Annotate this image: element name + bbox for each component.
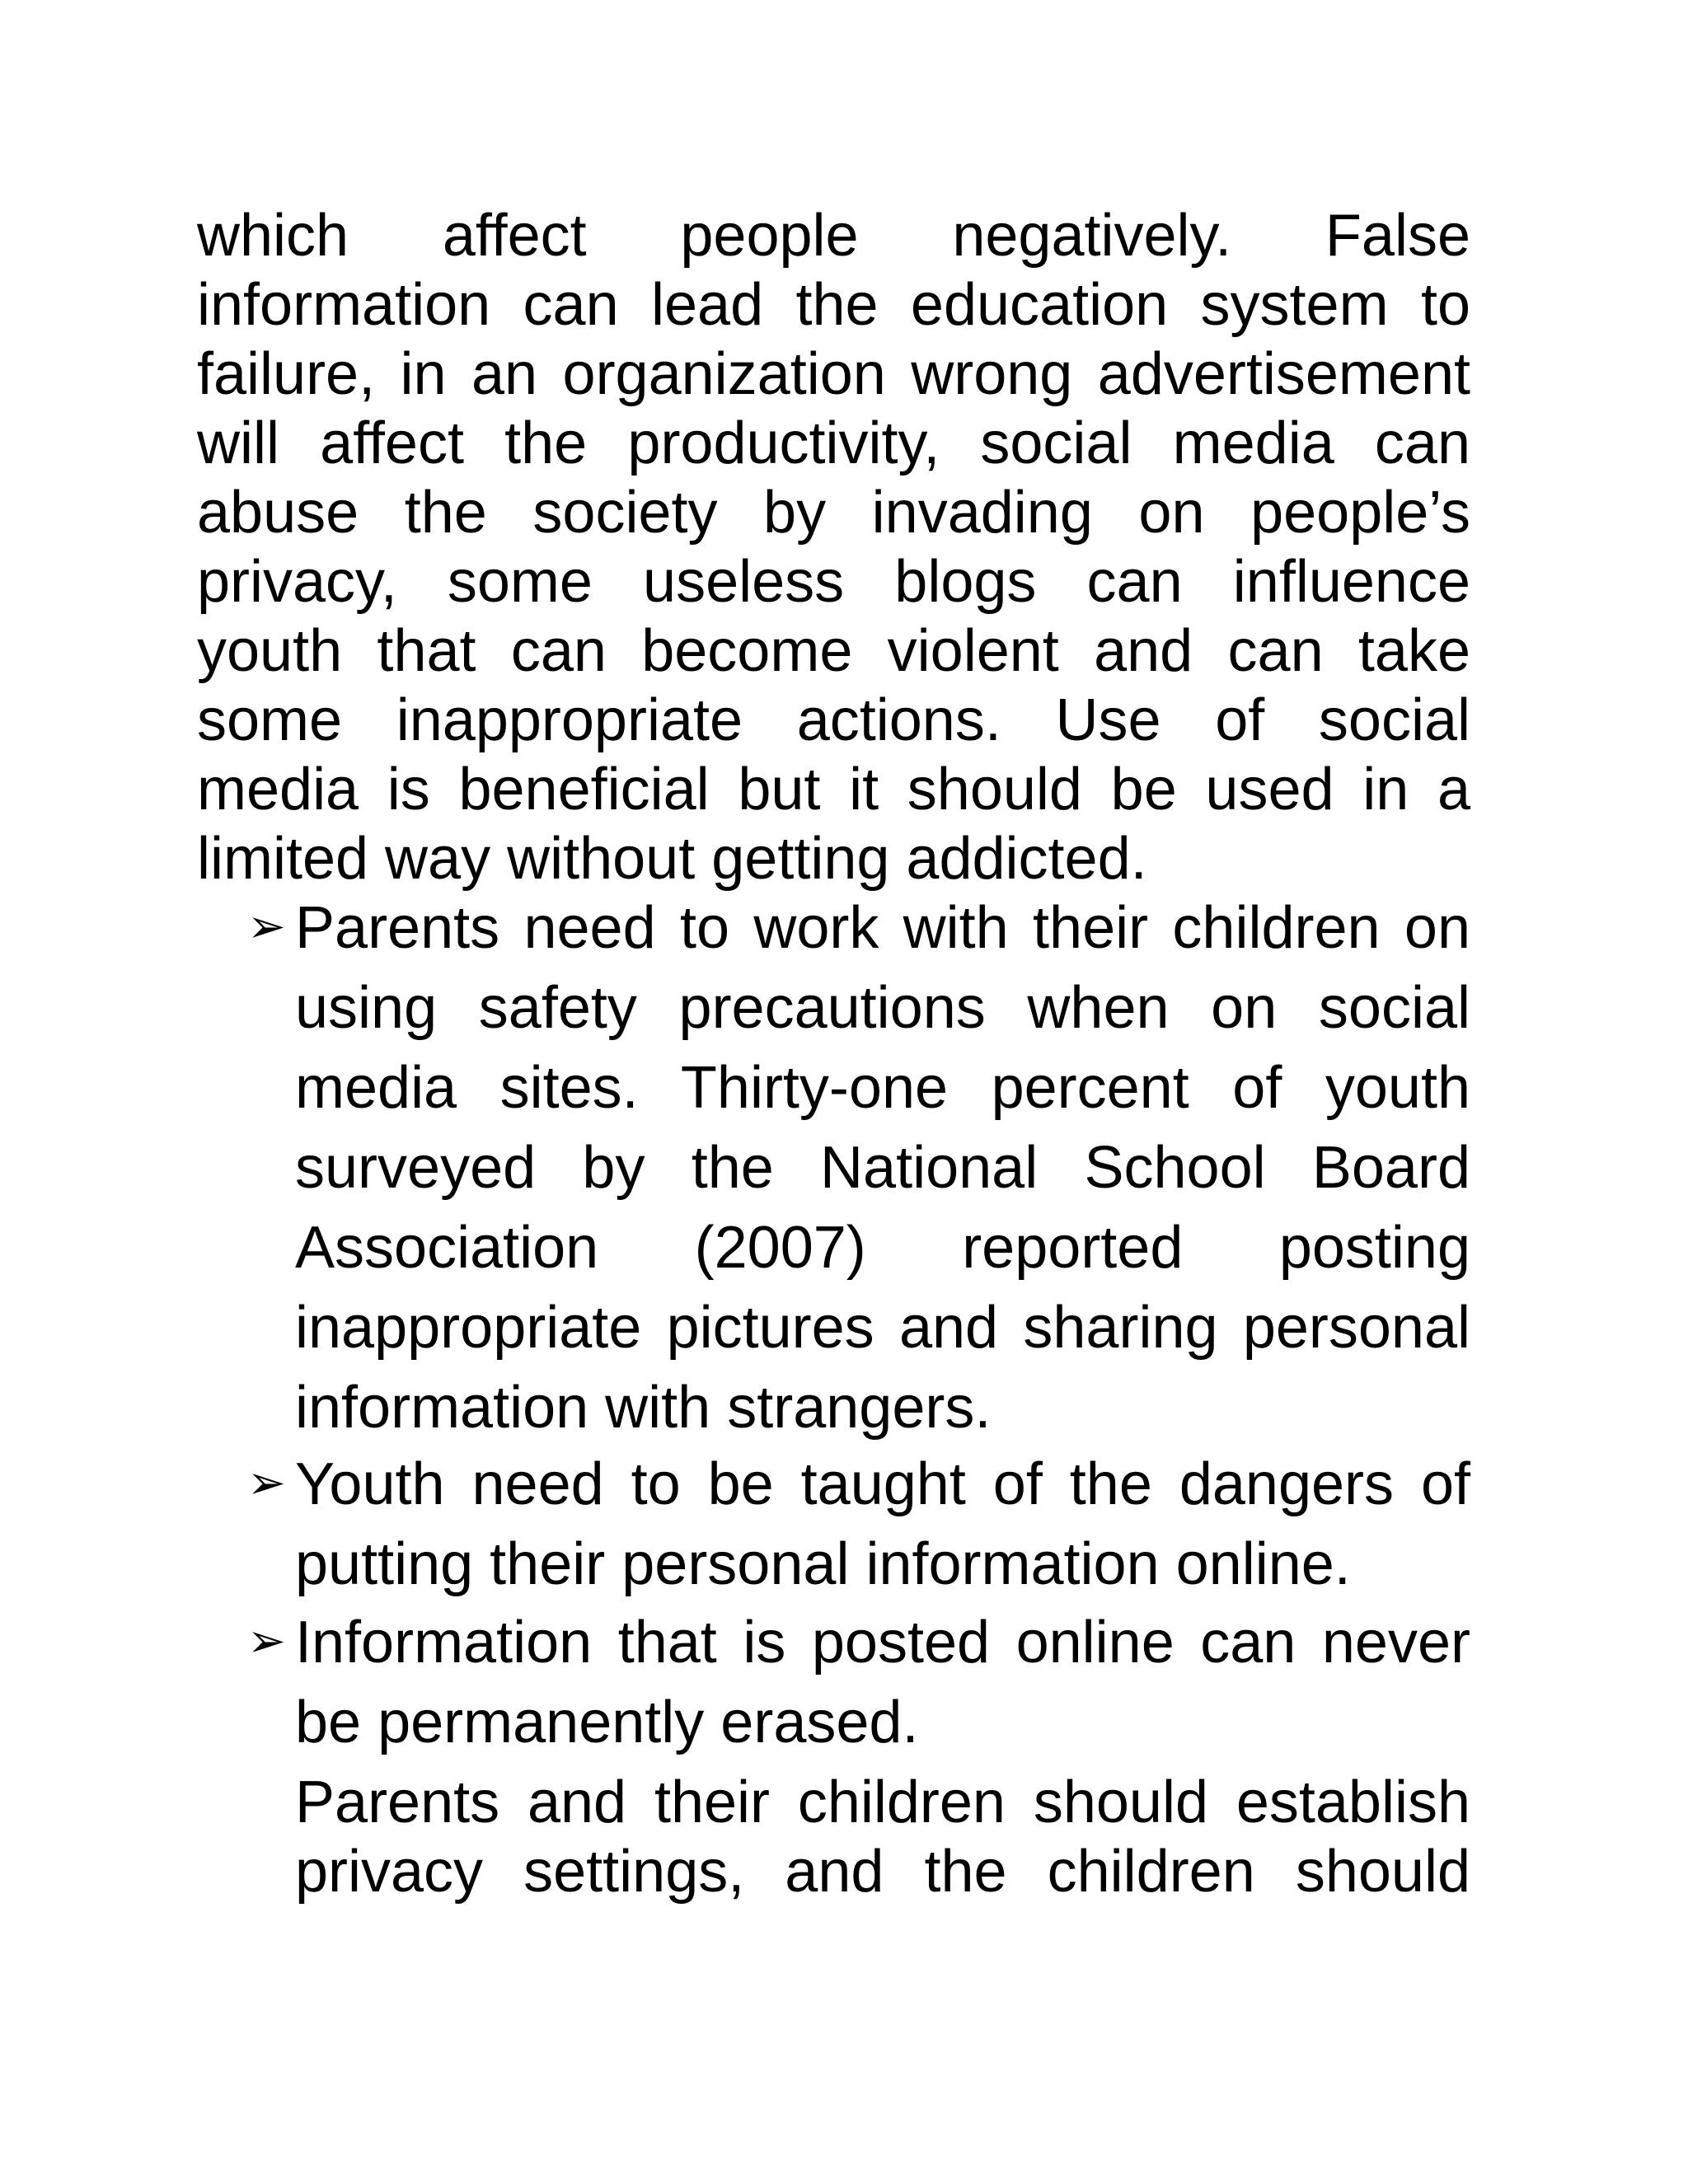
text-line: information can lead the education system to xyxy=(197,272,1470,338)
arrow-bullet-icon: ➢ xyxy=(247,1615,286,1666)
text-line: privacy settings, and the children should xyxy=(295,1839,1470,1905)
text-line: media is beneficial but it should be used in a xyxy=(197,757,1470,823)
text-line: limited way without getting addicted. xyxy=(197,826,1147,892)
text-line: Association (2007) reported posting xyxy=(295,1215,1470,1281)
arrow-bullet-icon: ➢ xyxy=(247,1456,286,1508)
text-line: inappropriate pictures and sharing personal xyxy=(295,1295,1470,1361)
text-line: Information that is posted online can never xyxy=(295,1610,1470,1675)
text-line: which affect people negatively. False xyxy=(197,203,1470,269)
arrow-bullet-icon: ➢ xyxy=(247,900,286,952)
text-line: information with strangers. xyxy=(295,1375,992,1441)
text-line: youth that can become violent and can take xyxy=(197,618,1470,684)
text-line: Parents and their children should establish xyxy=(295,1769,1470,1835)
text-line: privacy, some useless blogs can influence xyxy=(197,549,1470,615)
text-line: abuse the society by invading on people’s xyxy=(197,480,1470,546)
text-line: putting their personal information online. xyxy=(295,1531,1351,1597)
text-line: Parents need to work with their children on xyxy=(295,895,1470,961)
text-line: surveyed by the National School Board xyxy=(295,1135,1470,1201)
text-line: some inappropriate actions. Use of social xyxy=(197,687,1470,753)
text-line: using safety precautions when on social xyxy=(295,975,1470,1041)
text-line: be permanently erased. xyxy=(295,1690,919,1755)
text-line: will affect the productivity, social media can xyxy=(197,410,1470,476)
text-line: failure, in an organization wrong advertisement xyxy=(197,341,1470,407)
text-line: Youth need to be taught of the dangers of xyxy=(295,1451,1470,1517)
text-line: media sites. Thirty-one percent of youth xyxy=(295,1055,1470,1121)
